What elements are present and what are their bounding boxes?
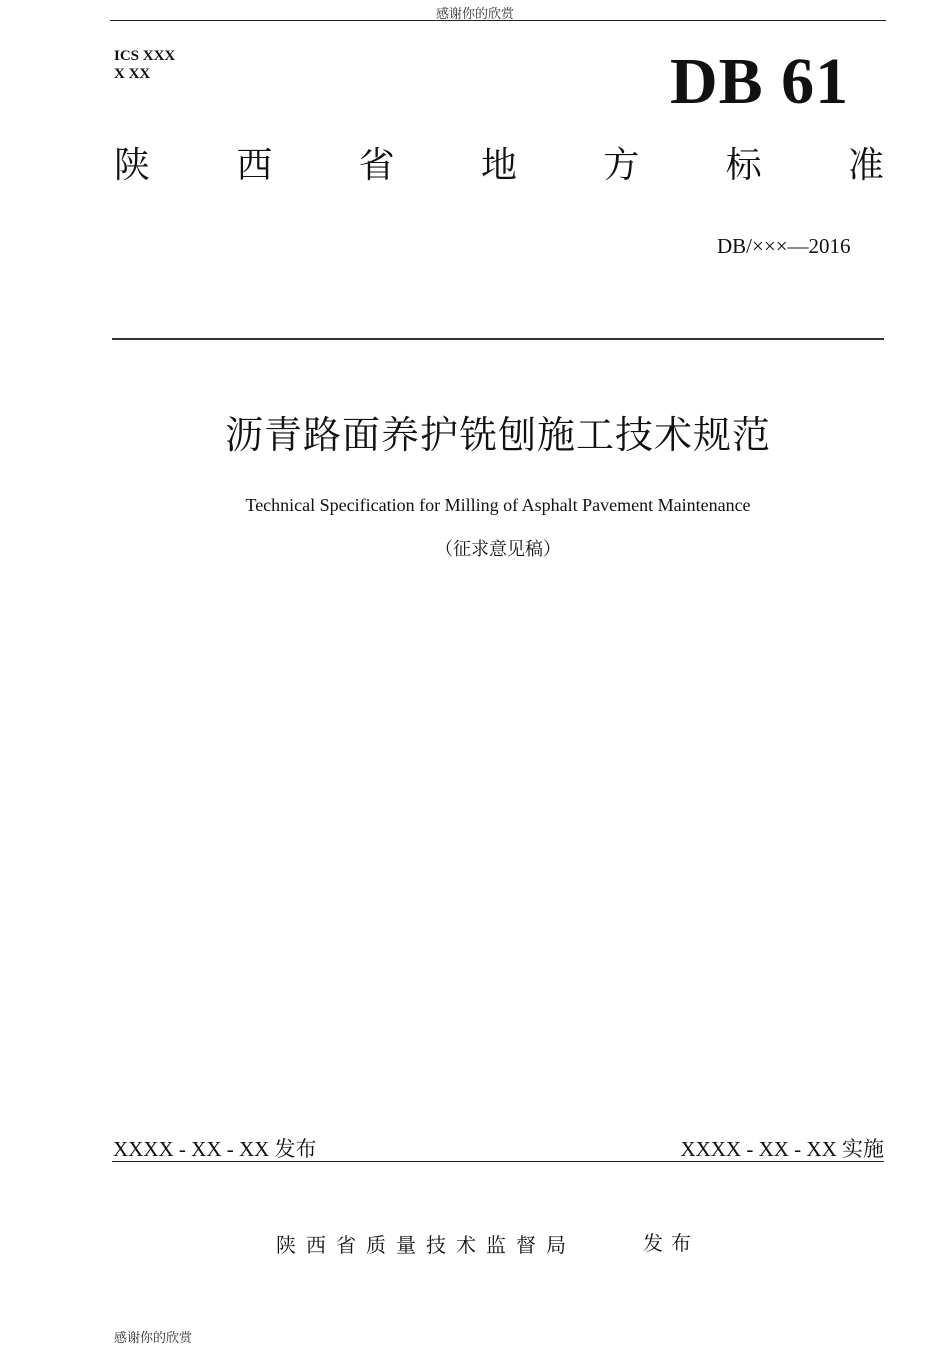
implementation-date: XXXX - XX - XX 实施 — [680, 1137, 884, 1161]
draft-status: （征求意见稿） — [435, 539, 561, 560]
issuing-action: 发布 — [643, 1231, 699, 1255]
footer-note: 感谢你的欣赏 — [114, 1331, 193, 1346]
standard-type-char: 省 — [358, 145, 395, 186]
ics-code: ICS XXX — [114, 48, 176, 64]
header-divider — [110, 20, 886, 21]
standard-type-char: 地 — [480, 145, 517, 186]
ccs-code: X XX — [114, 66, 151, 82]
issue-date: XXXX - XX - XX 发布 — [113, 1137, 317, 1161]
standard-type-char: 标 — [725, 145, 762, 186]
date-divider — [112, 1161, 884, 1162]
document-title-chinese: 沥青路面养护铣刨施工技术规范 — [224, 413, 771, 457]
standard-type-char: 陕 — [114, 145, 151, 186]
header-note: 感谢你的欣赏 — [435, 7, 514, 22]
issuing-authority: 陕西省质量技术监督局 — [276, 1233, 576, 1257]
standard-type-char: 方 — [603, 145, 640, 186]
standard-code: DB 61 — [670, 45, 850, 118]
document-title-english: Technical Specification for Milling of Asphalt Pavement Maintenance — [245, 495, 751, 515]
standard-number: DB/×××—2016 — [717, 234, 851, 258]
title-divider — [112, 338, 884, 340]
classification-block — [114, 47, 175, 83]
standard-type-char: 西 — [236, 145, 273, 186]
standard-type-heading — [114, 143, 884, 189]
standard-type-char: 准 — [847, 145, 884, 186]
